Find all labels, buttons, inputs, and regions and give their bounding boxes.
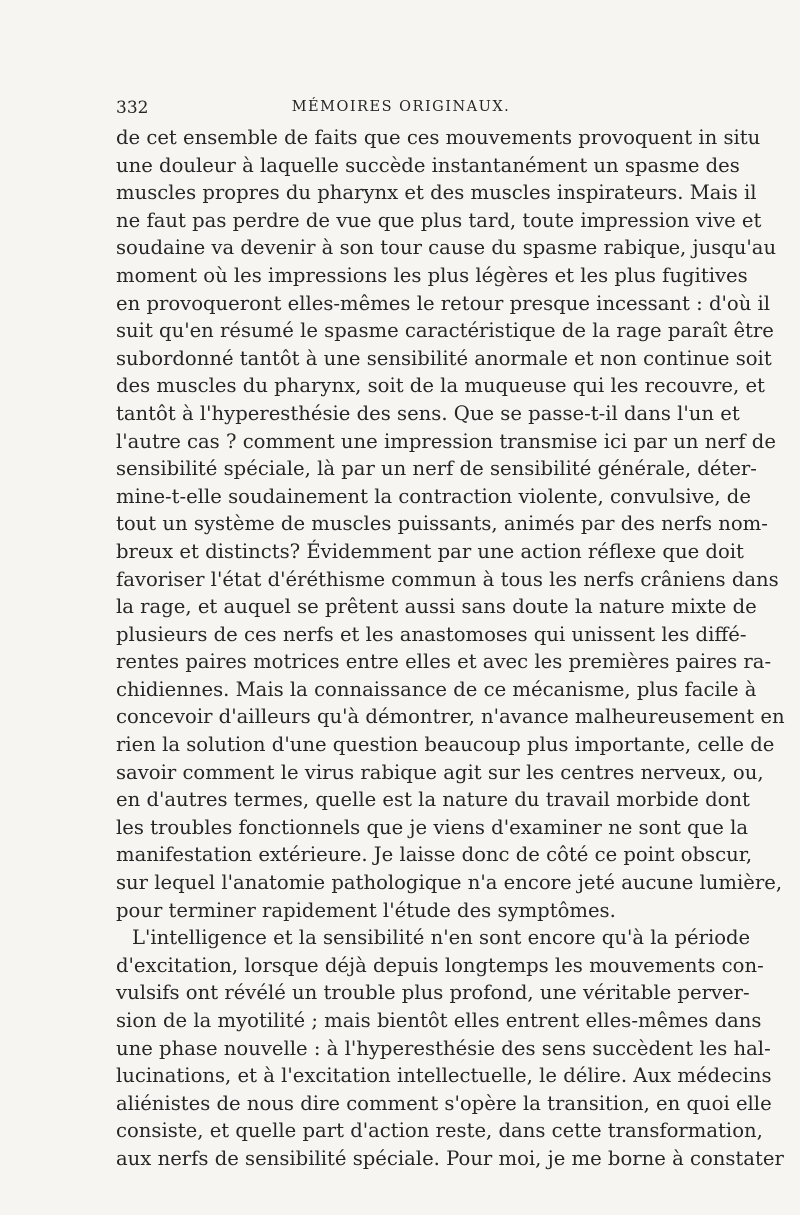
text-line: rien la solution d'une question beaucoup plus importante, celle de — [116, 733, 775, 757]
text-line: favoriser l'état d'éréthisme commun à tous les nerfs crâniens dans — [116, 567, 779, 591]
text-line: consiste, et quelle part d'action reste, dans cette transformation, — [116, 1119, 763, 1143]
paragraph — [116, 924, 784, 1172]
text-line: lucinations, et à l'excitation intellectuelle, le délire. Aux médecins — [116, 1064, 772, 1088]
text-line: manifestation extérieure. Je laisse donc de côté ce point obscur, — [116, 843, 753, 867]
text-line: savoir comment le virus rabique agit sur les centres nerveux, ou, — [116, 760, 764, 784]
text-line: sur lequel l'anatomie pathologique n'a encore jeté aucune lumière, — [116, 871, 783, 895]
body-text — [116, 124, 785, 1173]
text-line: en d'autres termes, quelle est la nature du travail morbide dont — [116, 788, 750, 812]
text-line: en provoqueront elles-mêmes le retour presque incessant : d'où il — [116, 291, 771, 315]
text-line: tantôt à l'hyperesthésie des sens. Que se passe-t-il dans l'un et — [116, 401, 740, 425]
page-header — [116, 98, 686, 122]
text-line: muscles propres du pharynx et des muscles inspirateurs. Mais il — [116, 181, 757, 205]
text-line: aliénistes de nous dire comment s'opère la transition, en quoi elle — [116, 1091, 772, 1115]
text-line: subordonné tantôt à une sensibilité anormale et non continue soit — [116, 346, 772, 370]
running-head: MÉMOIRES ORIGINAUX. — [291, 99, 511, 115]
text-line: rentes paires motrices entre elles et avec les premières paires ra- — [116, 650, 772, 674]
text-line: ne faut pas perdre de vue que plus tard, toute impression vive et — [116, 208, 762, 232]
text-line: pour terminer rapidement l'étude des symptômes. — [116, 898, 616, 922]
text-line: la rage, et auquel se prêtent aussi sans doute la nature mixte de — [116, 595, 757, 619]
text-line: de cet ensemble de faits que ces mouvements provoquent in situ — [116, 126, 761, 149]
text-line: vulsifs ont révélé un trouble plus profond, une véritable perver- — [116, 981, 750, 1005]
text-line: soudaine va devenir à son tour cause du spasme rabique, jusqu'au — [116, 236, 777, 260]
text-line: une phase nouvelle : à l'hyperesthésie des sens succèdent les hal- — [116, 1036, 771, 1060]
text-line: concevoir d'ailleurs qu'à démontrer, n'avance malheureusement en — [116, 705, 785, 729]
text-line: mine-t-elle soudainement la contraction violente, convulsive, de — [116, 484, 751, 508]
text-line: sion de la myotilité ; mais bientôt elles entrent elles-mêmes dans — [116, 1009, 762, 1032]
text-line: l'autre cas ? comment une impression transmise ici par un nerf de — [116, 429, 776, 453]
text-line: des muscles du pharynx, soit de la muqueuse qui les recouvre, et — [116, 374, 765, 398]
text-line: aux nerfs de sensibilité spéciale. Pour moi, je me borne à constater — [116, 1146, 784, 1170]
text-line: chidiennes. Mais la connaissance de ce mécanisme, plus facile à — [116, 677, 757, 701]
text-line: breux et distincts? Évidemment par une action réflexe que doit — [116, 539, 744, 563]
text-line: moment où les impressions les plus légères et les plus fugitives — [116, 263, 748, 287]
paragraph — [116, 124, 785, 924]
text-line: suit qu'en résumé le spasme caractéristique de la rage paraît être — [116, 319, 774, 343]
text-line: d'excitation, lorsque déjà depuis longtemps les mouvements con- — [116, 953, 764, 977]
page-number: 332 — [116, 98, 149, 118]
text-line: sensibilité spéciale, là par un nerf de sensibilité générale, déter- — [116, 457, 757, 481]
text-line: tout un système de muscles puissants, animés par des nerfs nom- — [116, 512, 768, 536]
text-line: une douleur à laquelle succède instantanément un spasme des — [116, 153, 740, 177]
text-line: les troubles fonctionnels que je viens d'examiner ne sont que la — [116, 815, 749, 839]
text-line: plusieurs de ces nerfs et les anastomoses qui unissent les diffé- — [116, 622, 747, 646]
text-line: L'intelligence et la sensibilité n'en sont encore qu'à la période — [132, 926, 751, 950]
